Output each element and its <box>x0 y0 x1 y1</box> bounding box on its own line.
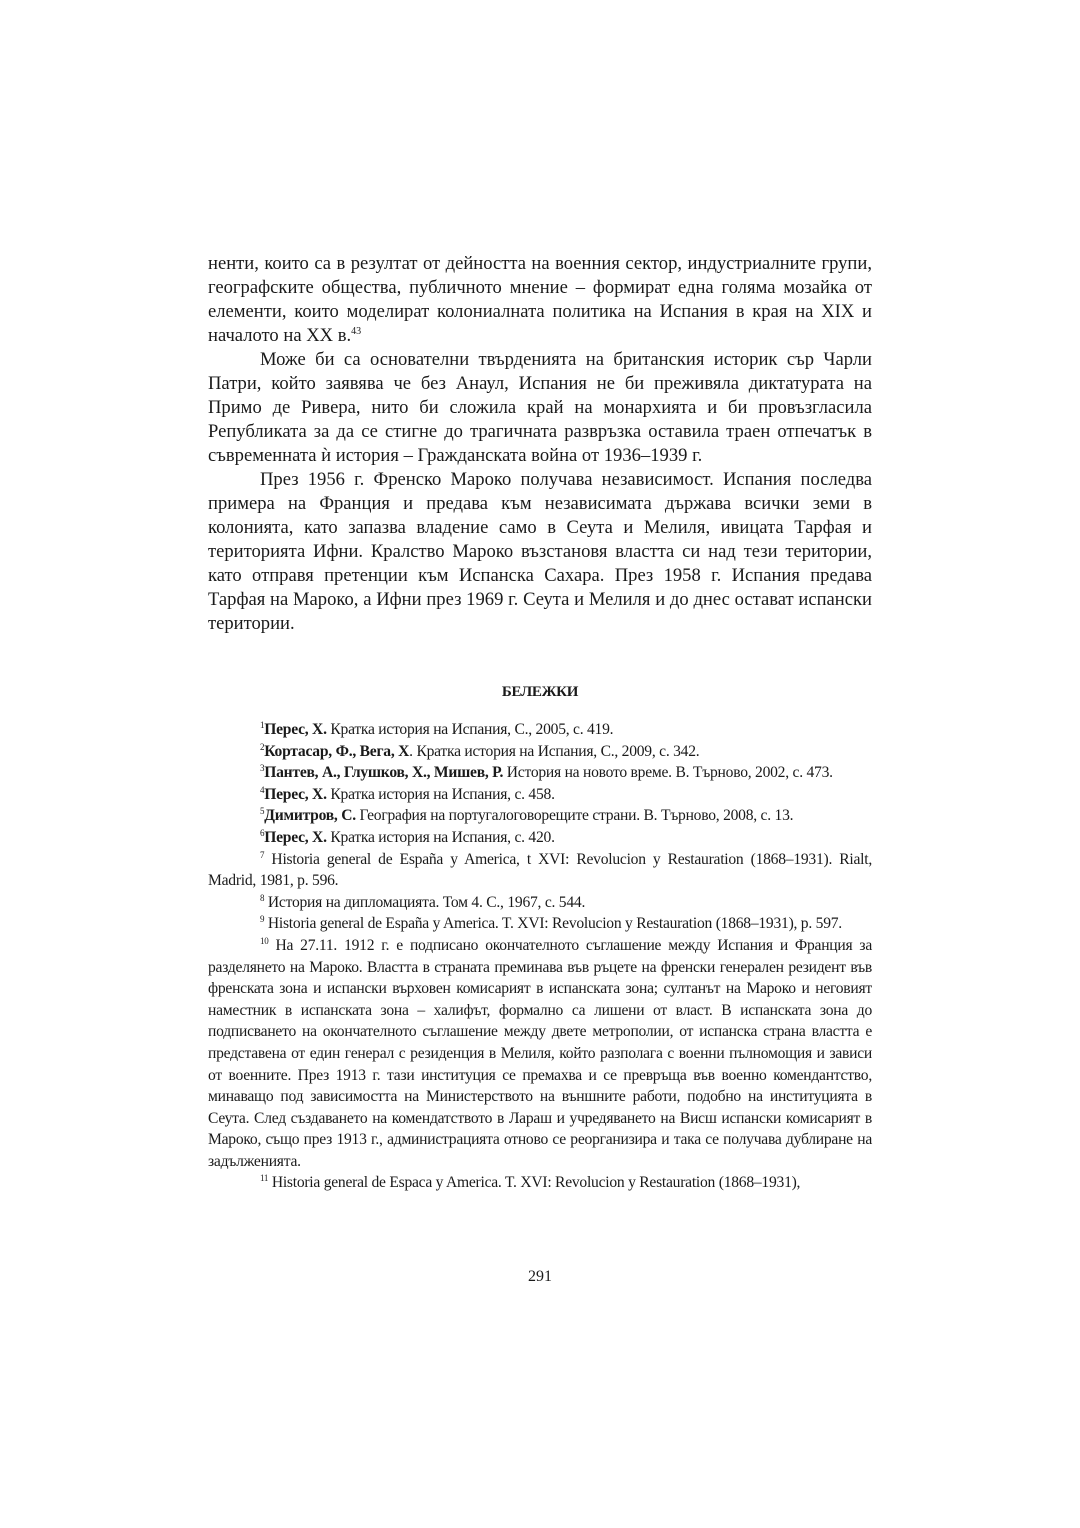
notes-heading: БЕЛЕЖКИ <box>501 684 579 700</box>
note-text: Historia general de España y America, t XVI: Revolucion y Restauration (1868–1931). Rialt, Madrid, 1981, p. 596. <box>208 850 872 890</box>
note-text: Historia general de España y America. T. XVI: Revolucion y Restauration (1868–1931), p. 597. <box>264 915 842 933</box>
note-number: 1 <box>260 720 265 730</box>
note-author: Перес, Х. <box>264 785 327 803</box>
note-text: История на дипломацията. Том 4. С., 1967, с. 544. <box>264 893 586 911</box>
note-item <box>208 1172 872 1194</box>
paragraph-1 <box>208 252 872 348</box>
note-number: 7 <box>260 849 265 860</box>
note-text: История на новото време. В. Търново, 2002, с. 473. <box>503 764 833 782</box>
note-number: 9 <box>260 914 265 925</box>
page-content <box>208 252 872 1194</box>
note-text: . Кратка история на Испания, С., 2009, с. 342. <box>409 742 700 760</box>
note-number: 11 <box>260 1173 269 1184</box>
note-number: 3 <box>260 763 265 774</box>
note-number: 4 <box>260 784 265 795</box>
note-number: 5 <box>260 806 265 817</box>
note-item <box>208 849 872 892</box>
paragraph-2: Може би са основателни твърденията на британския историк сър Чарли Патри, който заявява че без Анаул, Испания не би преживяла диктатурата на Примо де Ривера, нито би сложила край на монархията и би провъзгласила Републиката за да се стигне до трагичната развръзка оставила траен отпечатък в съвременната ѝ история – Гражданската война от 1936–1939 г. <box>208 349 872 466</box>
note-item <box>208 913 872 935</box>
note-item <box>208 827 872 849</box>
footnote-ref-43: 43 <box>351 326 362 337</box>
paragraph-1-text: ненти, които са в резултат от дейността на военния сектор, индустриалните групи, географските общества, публичното мнение – формират една голяма мозайка от елементи, които моделират колониалната политика на Испания в края на XIX и началото на XX в. <box>208 253 872 346</box>
note-number: 2 <box>260 741 265 752</box>
note-text: Кратка история на Испания, с. 458. <box>326 785 555 803</box>
note-item <box>208 892 872 914</box>
note-number: 8 <box>260 892 265 903</box>
note-author: Перес, Х. <box>264 721 327 738</box>
note-text: На 27.11. 1912 г. е подписано окончателното съглашение между Испания и Франция за разделянето на Мароко. Властта в страната преминава във ръцете на френски генерален резидент във френската зона и испански върховен комисарият в испанската зона; султанът на Мароко и неговият наместник в испанската зона – халифът, формално са лишени от власт. В испанската зона до подписването на окончателното съглашение между двете метрополии, от испанска страна властта е представена от един генерал с резиденция в Мелиля, който разполага с военни пълномощия и зависи от военните. През 1913 г. тази институция се премахва и се превръща във военно комендантство, минаващо под зависимостта на Министерството на външните работи, подобно на институцията в Сеута. След създаването на комендатството в Лараш и учредяването на Висш испански комисарият в Мароко, също през 1913 г., администрацията отново се реорганизира и така се получава дублиране на задълженията. <box>208 936 872 1170</box>
note-item <box>208 741 872 763</box>
page-number: 291 <box>528 1268 552 1285</box>
note-author: Перес, Х. <box>264 828 327 846</box>
notes-list <box>208 719 872 1194</box>
main-text <box>208 252 872 636</box>
note-number: 10 <box>260 935 269 946</box>
note-item <box>208 762 872 784</box>
note-text: Кратка история на Испания, с. 420. <box>326 828 555 846</box>
note-item <box>208 719 872 741</box>
note-text: Historia general de Espaca y America. T. XVI: Revolucion y Restauration (1868–1931), <box>268 1174 801 1192</box>
note-item <box>208 805 872 827</box>
note-author: Кортасар, Ф., Вега, Х <box>264 742 410 760</box>
note-author: Пантев, А., Глушков, Х., Мишев, Р. <box>264 764 504 782</box>
paragraph-3: През 1956 г. Френско Мароко получава независимост. Испания последва примера на Франция и предава към независимата държава всички земи в колонията, като запазва владение само в Сеута и Мелиля, ивицата Тарфая и територията Ифни. Кралство Мароко възстановя властта си над тези територии, като отправя претенции към Испанска Сахара. През 1958 г. Испания предава Тарфая на Мароко, а Ифни през 1969 г. Сеута и Мелиля и до днес остават испански територии. <box>208 469 872 634</box>
note-author: Димитров, С. <box>264 807 356 825</box>
note-number: 6 <box>260 827 265 838</box>
note-text: География на португалоговорещите страни. В. Търново, 2008, с. 13. <box>355 807 794 825</box>
note-item <box>208 784 872 806</box>
note-item <box>208 935 872 1173</box>
note-text: Кратка история на Испания, С., 2005, с. 419. <box>326 721 614 738</box>
